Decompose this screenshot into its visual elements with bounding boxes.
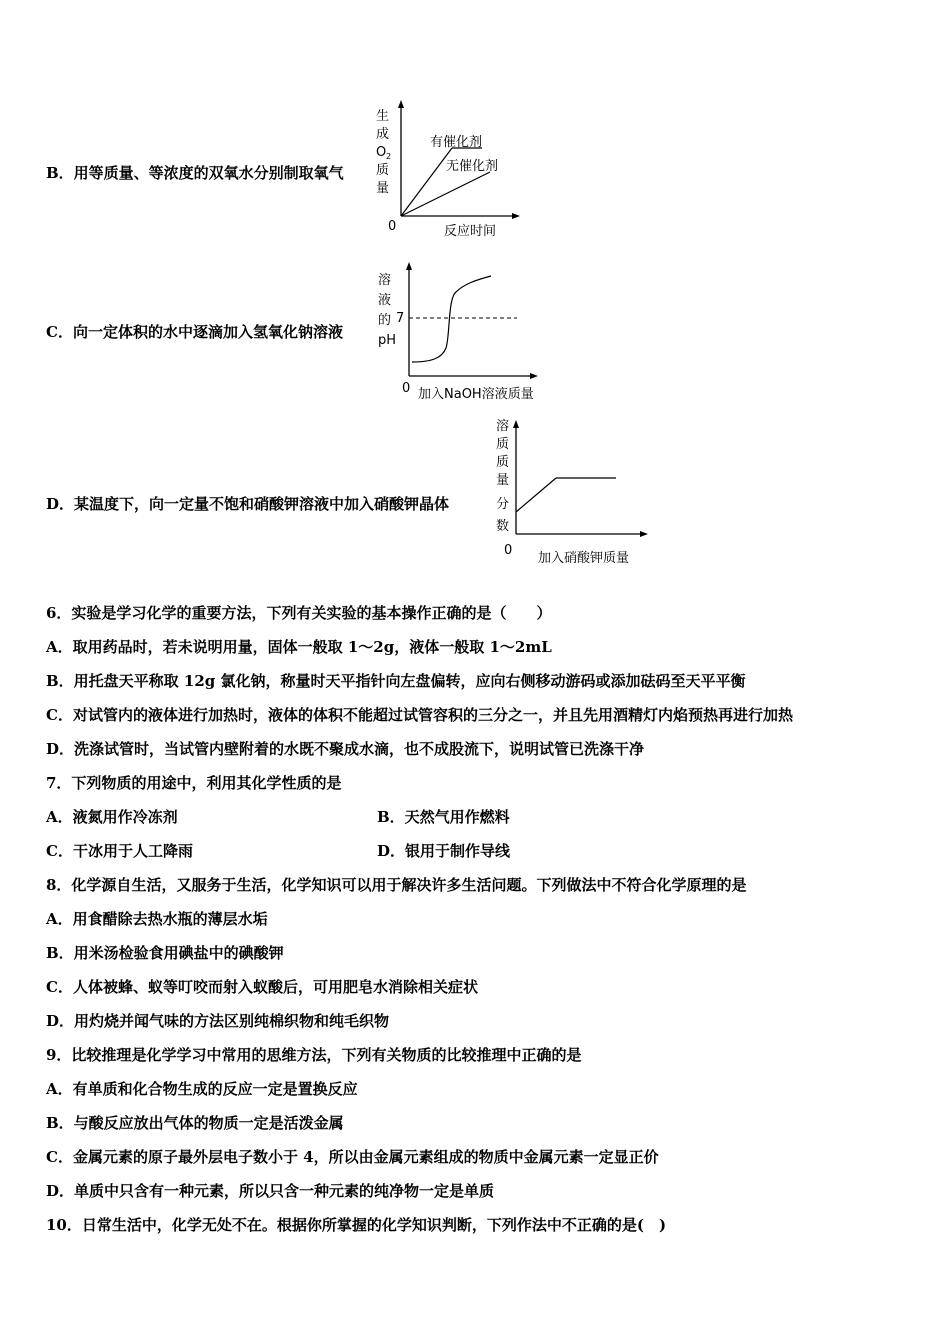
graph-b-curve1-label: 有催化剂 bbox=[430, 135, 483, 150]
graph-c-origin: 0 bbox=[402, 381, 411, 396]
graph-b-ylabel-1: 生 bbox=[376, 109, 390, 124]
graph-d-ylabel-1: 溶 bbox=[496, 419, 510, 434]
graph-c-ylabel-2: 液 bbox=[378, 293, 392, 308]
graph-b-curve-no-catalyst bbox=[401, 172, 490, 216]
graph-b-ylabel-sub: 2 bbox=[386, 152, 392, 161]
graph-c-ylabel-4: pH bbox=[378, 333, 397, 348]
graph-b-ylabel-5: 量 bbox=[376, 181, 390, 196]
q6-option-d: D．洗涤试管时，当试管内壁附着的水既不聚成水滴，也不成股流下，说明试管已洗涤干净 bbox=[46, 740, 645, 758]
graph-d-xlabel: 加入硝酸钾质量 bbox=[538, 551, 630, 566]
graph-c-curve bbox=[412, 276, 491, 362]
q6-stem: 6．实验是学习化学的重要方法，下列有关实验的基本操作正确的是（ ） bbox=[46, 604, 552, 622]
q5-option-b: B．用等质量、等浓度的双氧水分别制取氧气 bbox=[46, 164, 344, 182]
q7-option-d: D．银用于制作导线 bbox=[377, 842, 511, 860]
q9-option-a: A．有单质和化合物生成的反应一定是置换反应 bbox=[46, 1080, 358, 1098]
q8-stem: 8．化学源自生活，又服务于生活，化学知识可以用于解决许多生活问题。下列做法中不符合化学原理的是 bbox=[46, 876, 747, 894]
graph-b-ylabel-2: 成 bbox=[376, 127, 390, 142]
graph-b-ylabel-3: O bbox=[376, 145, 387, 160]
q6-option-b: B．用托盘天平称取 12g 氯化钠，称量时天平指针向左盘偏转，应向右侧移动游码或添加砝码至天平平衡 bbox=[46, 672, 746, 690]
graph-d-y-arrow bbox=[513, 420, 519, 428]
q5-option-d: D．某温度下，向一定量不饱和硝酸钾溶液中加入硝酸钾晶体 bbox=[46, 495, 450, 513]
graph-b-y-arrow bbox=[398, 100, 404, 108]
graph-b-curve2-label: 无催化剂 bbox=[446, 159, 499, 174]
graph-d bbox=[492, 416, 652, 568]
q5-option-c: C．向一定体积的水中逐滴加入氢氧化钠溶液 bbox=[46, 323, 343, 341]
q7-option-c: C．干冰用于人工降雨 bbox=[46, 842, 193, 860]
graph-c-xlabel: 加入NaOH溶液质量 bbox=[418, 387, 534, 402]
q6-option-a: A．取用药品时，若未说明用量，固体一般取 1～2g，液体一般取 1～2mL bbox=[46, 638, 552, 656]
graph-b bbox=[370, 98, 530, 240]
q7-option-b: B．天然气用作燃料 bbox=[377, 808, 510, 826]
graph-c-x-arrow bbox=[530, 373, 538, 379]
q10-stem: 10．日常生活中，化学无处不在。根据你所掌握的化学知识判断，下列作法中不正确的是( ) bbox=[46, 1216, 667, 1234]
q8-option-a: A．用食醋除去热水瓶的薄层水垢 bbox=[46, 910, 268, 928]
graph-d-rising-line bbox=[516, 478, 556, 512]
q9-option-c: C．金属元素的原子最外层电子数小于 4，所以由金属元素组成的物质中金属元素一定显正价 bbox=[46, 1148, 659, 1166]
graph-d-x-arrow bbox=[640, 531, 648, 537]
q9-option-d: D．单质中只含有一种元素，所以只含一种元素的纯净物一定是单质 bbox=[46, 1182, 495, 1200]
q8-option-d: D．用灼烧并闻气味的方法区别纯棉织物和纯毛织物 bbox=[46, 1012, 390, 1030]
graph-c bbox=[372, 258, 552, 406]
q7-option-a: A．液氮用作冷冻剂 bbox=[46, 808, 178, 826]
q8-option-b: B．用米汤检验食用碘盐中的碘酸钾 bbox=[46, 944, 284, 962]
graph-c-ylabel-1: 溶 bbox=[378, 273, 392, 288]
graph-d-ylabel-4: 量 bbox=[496, 473, 510, 488]
graph-b-ylabel-4: 质 bbox=[376, 163, 390, 178]
graph-d-ylabel-5: 分 bbox=[496, 497, 510, 512]
q8-option-c: C．人体被蜂、蚁等叮咬而射入蚁酸后，可用肥皂水消除相关症状 bbox=[46, 978, 478, 996]
graph-b-curve-catalyst bbox=[401, 148, 452, 216]
graph-c-ylabel-3: 的 bbox=[378, 313, 392, 328]
graph-b-x-arrow bbox=[512, 213, 520, 219]
graph-c-tick-7: 7 bbox=[396, 311, 405, 326]
graph-c-y-arrow bbox=[406, 262, 412, 270]
graph-d-ylabel-2: 质 bbox=[496, 437, 510, 452]
graph-d-ylabel-6: 数 bbox=[496, 519, 510, 534]
q7-stem: 7．下列物质的用途中，利用其化学性质的是 bbox=[46, 774, 342, 792]
graph-d-origin: 0 bbox=[504, 543, 513, 558]
q9-option-b: B．与酸反应放出气体的物质一定是活泼金属 bbox=[46, 1114, 344, 1132]
graph-b-origin: 0 bbox=[388, 219, 397, 234]
q9-stem: 9．比较推理是化学学习中常用的思维方法，下列有关物质的比较推理中正确的是 bbox=[46, 1046, 582, 1064]
graph-d-ylabel-3: 质 bbox=[496, 455, 510, 470]
q6-option-c: C．对试管内的液体进行加热时，液体的体积不能超过试管容积的三分之一，并且先用酒精灯内焰预热再进行加热 bbox=[46, 706, 793, 724]
graph-b-xlabel: 反应时间 bbox=[444, 224, 497, 239]
